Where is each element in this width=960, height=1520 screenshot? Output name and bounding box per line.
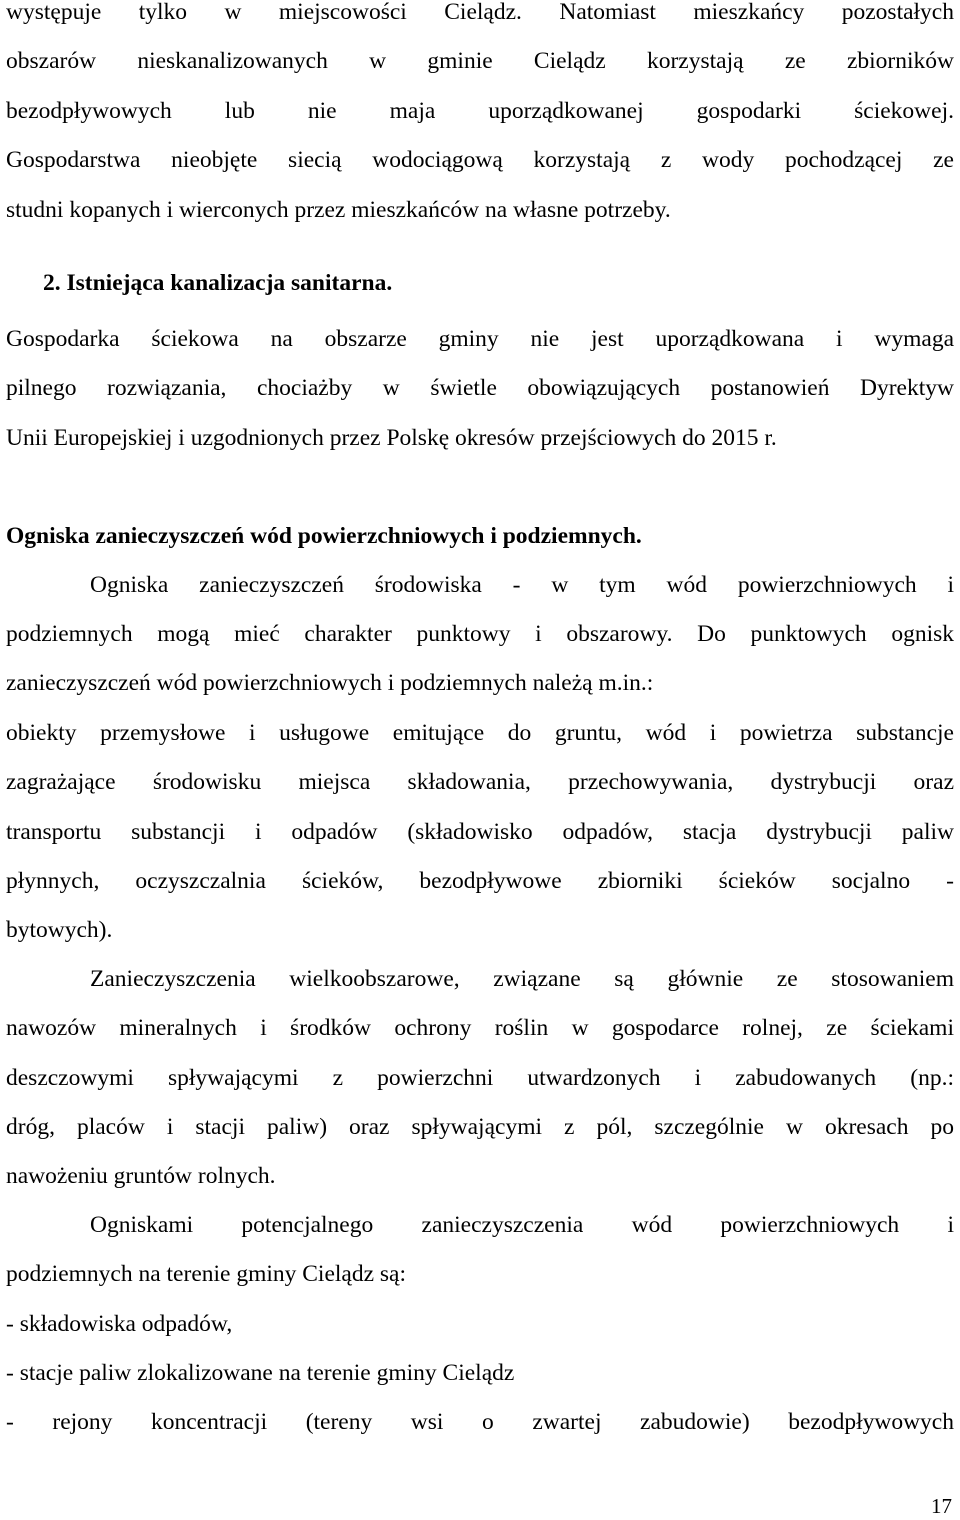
paragraph-line: Zanieczyszczenia wielkoobszarowe, związane są głównie ze stosowaniem bbox=[90, 966, 954, 992]
paragraph-line: podziemnych mogą mieć charakter punktowy i obszarowy. Do punktowych ognisk bbox=[6, 621, 954, 647]
paragraph-line: zagrażające środowisku miejsca składowania, przechowywania, dystrybucji oraz bbox=[6, 769, 954, 795]
list-item: - rejony koncentracji (tereny wsi o zwartej zabudowie) bezodpływowych bbox=[6, 1409, 954, 1435]
paragraph-line: płynnych, oczyszczalnia ścieków, bezodpływowe zbiorniki ścieków socjalno - bbox=[6, 868, 954, 894]
paragraph-line: pilnego rozwiązania, chociażby w świetle obowiązujących postanowień Dyrektyw bbox=[6, 375, 954, 401]
paragraph-line: zanieczyszczeń wód powierzchniowych i podziemnych należą m.in.: bbox=[6, 670, 654, 696]
paragraph-line: studni kopanych i wierconych przez mieszkańców na własne potrzeby. bbox=[6, 197, 671, 223]
paragraph-line: Gospodarstwa nieobjęte siecią wodociągową korzystają z wody pochodzącej ze bbox=[6, 147, 954, 173]
paragraph-line: bezodpływowych lub nie maja uporządkowanej gospodarki ściekowej. bbox=[6, 98, 954, 124]
paragraph-line: występuje tylko w miejscowości Cieląd​z. Natomiast mieszkańcy pozostałych bbox=[6, 0, 954, 25]
subsection-heading: Ogniska zanieczyszczeń wód powierzchniowych i podziemnych. bbox=[6, 523, 642, 549]
paragraph-line: nawożeniu gruntów rolnych. bbox=[6, 1163, 276, 1189]
list-item: - składowiska odpadów, bbox=[6, 1311, 233, 1337]
paragraph-line: obiekty przemysłowe i usługowe emitujące do gruntu, wód i powietrza substancje bbox=[6, 720, 954, 746]
paragraph-line: nawozów mineralnych i środków ochrony roślin w gospodarce rolnej, ze ściekami bbox=[6, 1015, 954, 1041]
paragraph-line: obszarów nieskanalizowanych w gminie Cielądz korzystają ze zbiorników bbox=[6, 48, 954, 74]
paragraph-line: podziemnych na terenie gminy Cielądz są: bbox=[6, 1261, 407, 1287]
paragraph-line: bytowych). bbox=[6, 917, 113, 943]
paragraph-line: transportu substancji i odpadów (składowisko odpadów, stacja dystrybucji paliw bbox=[6, 819, 954, 845]
paragraph-line: Ogniskami potencjalnego zanieczyszczenia wód powierzchniowych i bbox=[90, 1212, 954, 1238]
list-item: - stacje paliw zlokalizowane na terenie gminy Cielądz bbox=[6, 1360, 515, 1386]
paragraph-line: Unii Europejskiej i uzgodnionych przez Polskę okresów przejściowych do 2015 r. bbox=[6, 425, 777, 451]
paragraph-line: Gospodarka ściekowa na obszarze gminy nie jest uporządkowana i wymaga bbox=[6, 326, 954, 352]
paragraph-line: dróg, placów i stacji paliw) oraz spływającymi z pól, szczególnie w okresach po bbox=[6, 1114, 954, 1140]
paragraph-line: Ogniska zanieczyszczeń środowiska - w tym wód powierzchniowych i bbox=[90, 572, 954, 598]
section-heading: 2. Istniejąca kanalizacja sanitarna. bbox=[43, 270, 393, 296]
paragraph-line: deszczowymi spływającymi z powierzchni utwardzonych i zabudowanych (np.: bbox=[6, 1065, 954, 1091]
page-number: 17 bbox=[931, 1494, 952, 1518]
